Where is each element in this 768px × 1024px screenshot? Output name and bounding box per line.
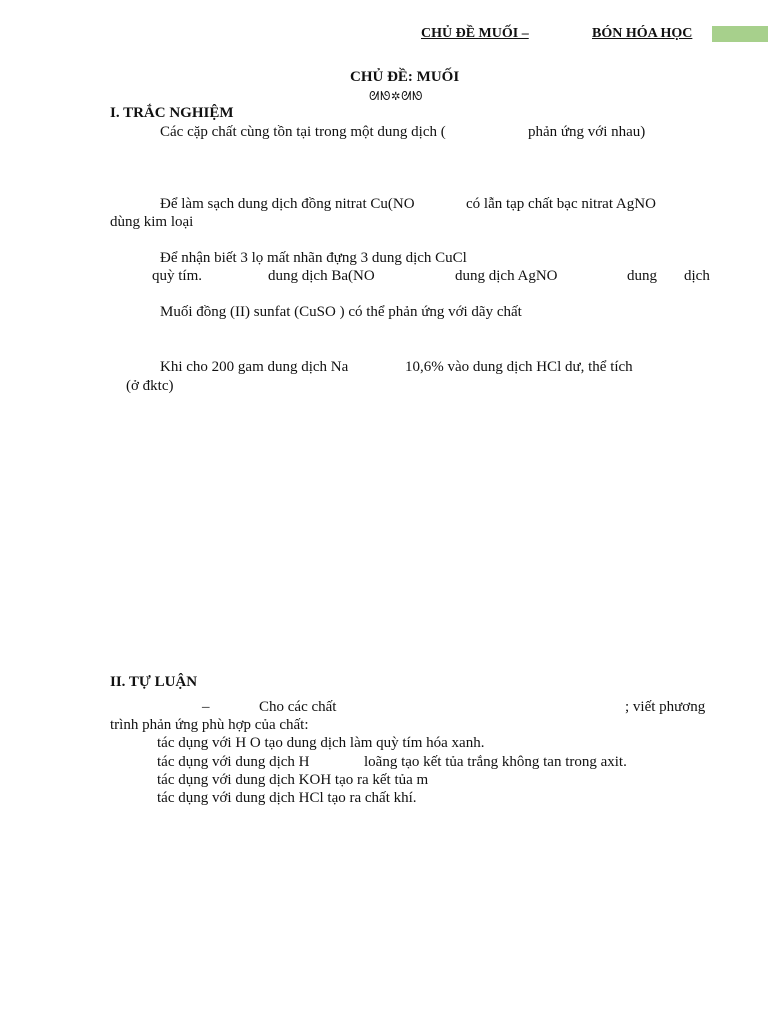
q3-option-c: dung dịch AgNO (455, 268, 558, 284)
essay-item-4: tác dụng với dung dịch HCl tạo ra chất khí. (157, 790, 417, 806)
q3-option-b: dung dịch Ba(NO (268, 268, 375, 284)
q5-text-b: 10,6% vào dung dịch HCl dư, thể tích (405, 359, 633, 375)
essay-item-1: tác dụng với H O tạo dung dịch làm quỳ tím hóa xanh. (157, 735, 485, 751)
q1-text-b: phản ứng với nhau) (528, 124, 646, 140)
title-ornament: ᘛᘚ✲ᘛᘚ (369, 89, 424, 103)
q4-text: Muối đồng (II) sunfat (CuSO ) có thể phản ứng với dãy chất (160, 304, 522, 320)
q5-text-a: Khi cho 200 gam dung dịch Na (160, 359, 349, 375)
section-heading-multiple-choice: I. TRẮC NGHIỆM (110, 105, 234, 121)
essay-intro-dash: – (202, 699, 210, 715)
q3-option-a: quỳ tím. (152, 268, 203, 284)
q5-text-c: (ở đktc) (126, 378, 174, 394)
essay-intro-line2: trình phản ứng phù hợp của chất: (110, 717, 309, 733)
essay-item-2-a: tác dụng với dung dịch H (157, 754, 310, 770)
q1-text-a: Các cặp chất cùng tồn tại trong một dung dịch ( (160, 124, 446, 140)
q3-option-d-word1: dung (627, 268, 657, 284)
q3-option-d-word2: dịch (684, 268, 710, 284)
page-title: CHỦ ĐỀ: MUỐI (350, 69, 460, 85)
essay-intro-text-b: ; viết phương (625, 699, 706, 715)
q2-text-b: có lẫn tạp chất bạc nitrat AgNO (466, 196, 656, 212)
header-accent-bar (712, 26, 768, 42)
q2-text-c: dùng kim loại (110, 214, 194, 230)
essay-item-3: tác dụng với dung dịch KOH tạo ra kết tủa m (157, 772, 429, 788)
q3-text: Để nhận biết 3 lọ mất nhãn đựng 3 dung dịch CuCl (160, 250, 467, 266)
q2-text-a: Để làm sạch dung dịch đồng nitrat Cu(NO (160, 196, 415, 212)
essay-item-2-b: loãng tạo kết tủa trắng không tan trong axit. (364, 754, 627, 770)
essay-intro-text-a: Cho các chất (259, 699, 337, 715)
header-subject: BÓN HÓA HỌC (592, 26, 693, 41)
header-topic: CHỦ ĐỀ MUỐI – (421, 26, 529, 41)
section-heading-essay: II. TỰ LUẬN (110, 674, 198, 690)
